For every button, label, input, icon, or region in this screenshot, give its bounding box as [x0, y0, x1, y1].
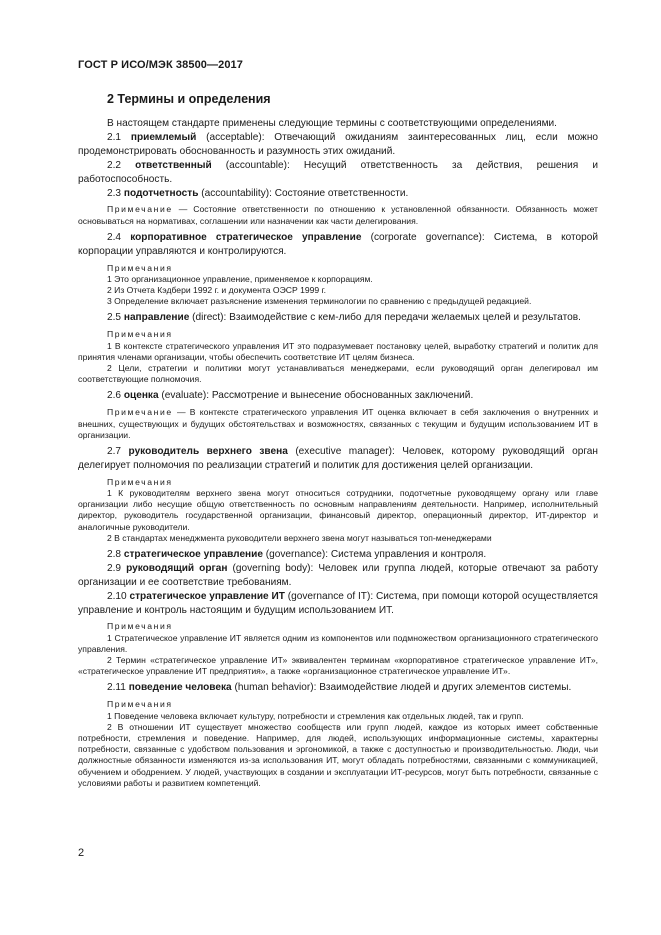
- document-header: ГОСТ Р ИСО/МЭК 38500—2017: [78, 59, 243, 71]
- note-2-11-2: 2 В отношении ИТ существует множество сообществ или групп людей, каждое из которых имеет собственные потребности, стремления и поведение. Например, для людей, использующих информационные системы, характерны потребности, связанные с удобством пользования и эргономикой, а также с доступностью и производительностью. Люди, чьи должностные обязанности изменяются из-за использования ИТ, могут обладать потребностями, связанными с коммуникацией, обучением и ободрением. У людей, участвующих в создании и эксплуатации ИТ-ресурсов, могут быть потребности, связанные с условиями работы и развитием компетенций.: [78, 721, 598, 788]
- term-2-8: 2.8 стратегическое управление (governance): Система управления и контроля.: [107, 548, 487, 560]
- term-2-9: 2.9 руководящий орган (governing body): Человек или группа людей, которые отвечают за работу организации и ее соответствие требованиям.: [78, 562, 599, 588]
- term-2-5: 2.5 направление (direct): Взаимодействие с кем-либо для передачи желаемых целей и результатов.: [107, 312, 581, 324]
- notes-2-10-heading: Примечания: [107, 621, 173, 632]
- notes-2-11-heading: Примечания: [107, 699, 173, 710]
- note-2-10-2: 2 Термин «стратегическое управление ИТ» эквивалентен терминам «корпоративное стратегическое управление ИТ», «стратегическое управление ИТ предприятия», а также «организационное стратегическое управление ИТ».: [78, 655, 598, 677]
- note-2-6: Примечание — В контексте стратегического управления ИТ оценка включает в себя заключения о внутренних и внешних, существующих и будущих обстоятельствах и возможностях, связанных с текущим и будущим использованием ИТ в организации.: [78, 407, 598, 440]
- note-2-3: Примечание — Состояние ответственности по отношению к установленной обязанности. Обязанность может основываться на нормативах, соглашении или назначении как части делегирования.: [78, 204, 598, 226]
- term-2-2: 2.2 ответственный (accountable): Несущий ответственность за действия, решения и работоспособность.: [78, 159, 598, 185]
- term-2-1: 2.1 приемлемый (acceptable): Отвечающий ожиданиям заинтересованных лиц, если можно продемонстрировать обоснованность и разумность этих ожиданий.: [78, 131, 599, 157]
- term-2-10: 2.10 стратегическое управление ИТ (governance of IT): Система, при помощи которой осуществляется управление и контроль настоящим и будущим использованием ИТ.: [78, 590, 598, 616]
- note-2-5-2: 2 Цели, стратегии и политики могут устанавливаться менеджерами, если руководящий орган делегировал им соответствующие полномочия.: [78, 362, 598, 385]
- page-number: 2: [78, 847, 85, 859]
- note-2-11-1: 1 Поведение человека включает культуру, потребности и стремления как отдельных людей, так и групп.: [107, 710, 524, 721]
- term-2-6: 2.6 оценка (evaluate): Рассмотрение и вынесение обоснованных заключений.: [107, 390, 474, 402]
- note-2-7-1: 1 К руководителям верхнего звена могут относиться сотрудники, подотчетные руководящему органу или главе организации либо несущие общую ответственность по основным направлениям деятельности. Например, исполнительный директор, руководитель государственной организации, финансовый директор, операционный директор, ИТ-директор и аналогичные руководители.: [78, 487, 598, 532]
- note-2-4-2: 2 Из Отчета Кэдбери 1992 г. и документа ОЭСР 1999 г.: [107, 285, 327, 296]
- document-body: [78, 117, 598, 789]
- note-2-5-1: 1 В контексте стратегического управления ИТ это подразумевает постановку целей, выработку стратегий и политик для принятия членами организации, чтобы обеспечить соответствие ИТ целям бизнеса.: [78, 340, 598, 362]
- note-2-4-1: 1 Это организационное управление, применяемое к корпорациям.: [107, 273, 373, 284]
- note-2-7-2: 2 В стандартах менеджмента руководители верхнего звена могут называться топ-менеджерами: [107, 532, 492, 543]
- note-2-10-1: 1 Стратегическое управление ИТ является одним из компонентов или подмножеством организационного стратегического управления.: [78, 632, 598, 654]
- term-2-11: 2.11 поведение человека (human behavior): Взаимодействие людей и других элементов системы.: [107, 682, 572, 694]
- term-2-4: 2.4 корпоративное стратегическое управление (corporate governance): Система, в которой корпорации управляются и контролируются.: [78, 231, 598, 257]
- section-title: 2 Термины и определения: [107, 92, 271, 106]
- term-2-7: 2.7 руководитель верхнего звена (executive manager): Человек, которому руководящий орган делегирует полномочия по реализации стратегий и политик для достижения целей организации.: [78, 445, 598, 471]
- notes-2-5-heading: Примечания: [107, 329, 173, 340]
- notes-2-7-heading: Примечания: [107, 476, 173, 487]
- intro-paragraph: В настоящем стандарте применены следующие термины с соответствующими определениями.: [107, 118, 557, 129]
- note-2-4-3: 3 Определение включает разъяснение изменения терминологии по сравнению с предыдущей редакцией.: [107, 296, 532, 307]
- term-2-3: 2.3 подотчетность (accountability): Состояние ответственности.: [107, 187, 409, 199]
- notes-2-4-heading: Примечания: [107, 262, 173, 273]
